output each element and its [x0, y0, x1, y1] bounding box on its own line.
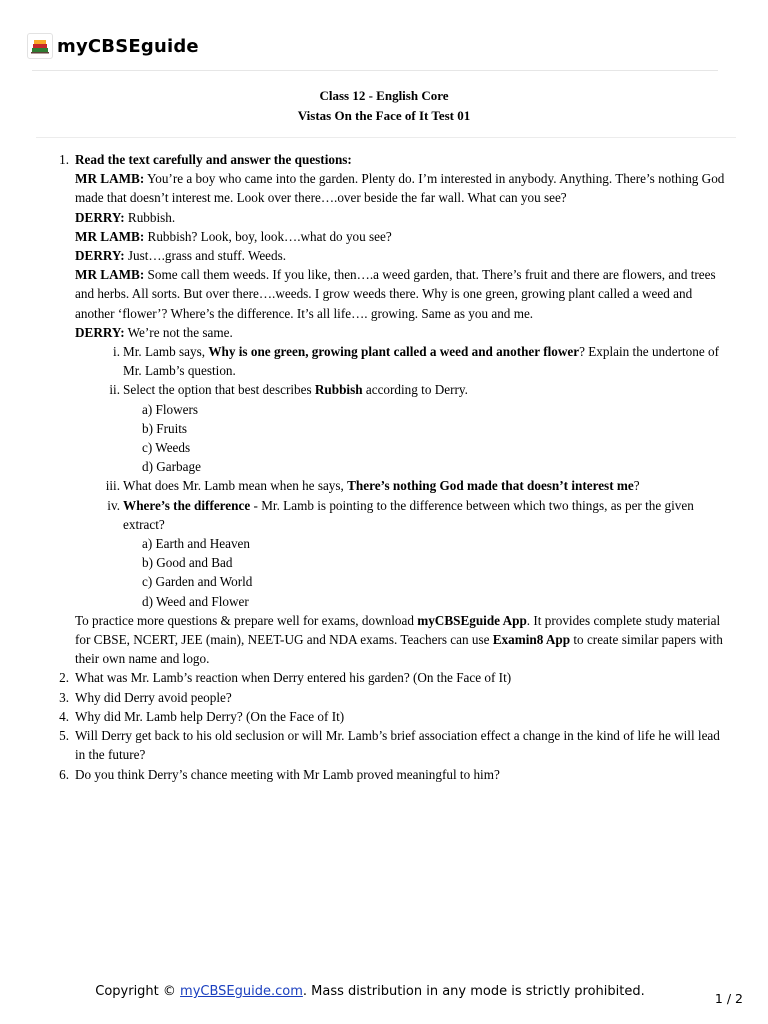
question-6: 6. Do you think Derry’s chance meeting with Mr Lamb proved meaningful to him? — [59, 766, 500, 782]
dialogue-line: MR LAMB: Some call them weeds. If you like, then….a weed garden, that. There’s fruit and there are flowers, and trees and herbs. All sorts. But over there….weeds. I grow weeds there. Why is one green, growing plant called a weed and another ‘flower’? Where’s the difference. It’s all life…. growing. Same as you and me. — [75, 267, 716, 321]
question-list — [59, 150, 725, 784]
option-item: d) Garbage — [142, 459, 201, 475]
question-3: 3. Why did Derry avoid people? — [59, 689, 232, 705]
promo-text: To practice more questions & prepare well for exams, download myCBSEguide App. It provides complete study material for CBSE, NCERT, JEE (main), NEET-UG and NDA exams. Teachers can use Examin8 App to create similar papers with their own name and logo. — [75, 612, 723, 667]
option-item: b) Fruits — [142, 420, 188, 436]
sub-question-ii: ii. Select the option that best describes Rubbish according to Derry. — [109, 382, 468, 398]
title-class: Class 12 - English Core — [319, 88, 449, 103]
question-number: 1. — [59, 152, 69, 167]
dialogue-line: DERRY: Rubbish. — [75, 209, 176, 225]
title-test: Vistas On the Face of It Test 01 — [297, 107, 471, 123]
question-5: 5. Will Derry get back to his old seclusion or will Mr. Lamb’s brief association effect a change in the kind of life he will lead in the future? — [59, 728, 720, 763]
test-title — [0, 86, 768, 125]
site-link[interactable]: myCBSEguide.com — [180, 984, 303, 999]
dialogue-line: DERRY: Just….grass and stuff. Weeds. — [75, 248, 287, 264]
copyright-footer: Copyright © myCBSEguide.com. Mass distribution in any mode is strictly prohibited. — [95, 984, 645, 999]
site-header — [27, 33, 199, 59]
option-item: b) Good and Bad — [142, 555, 233, 571]
dialogue-line: MR LAMB: You’re a boy who came into the garden. Plenty do. I’m interested in anybody. Anything. There’s nothing God made that doesn’t interest me. Look over there….over beside the far wall. What can you see? — [75, 171, 725, 206]
option-item: c) Garden and World — [142, 574, 253, 590]
sub-question-iii: iii. What does Mr. Lamb mean when he says, There’s nothing God made that doesn’t interest me? — [105, 478, 640, 494]
question-4: 4. Why did Mr. Lamb help Derry? (On the Face of It) — [59, 708, 345, 724]
page-number: 1 / 2 — [714, 991, 743, 1006]
option-item: d) Weed and Flower — [142, 593, 249, 609]
option-item: c) Weeds — [142, 440, 191, 456]
question-1 — [59, 150, 725, 668]
question-2: 2. What was Mr. Lamb’s reaction when Derry entered his garden? (On the Face of It) — [59, 670, 512, 686]
dialogue-line: MR LAMB: Rubbish? Look, boy, look….what do you see? — [75, 228, 392, 244]
header-divider — [32, 70, 718, 71]
brand-name: myCBSEguide — [57, 35, 199, 57]
option-item: a) Earth and Heaven — [142, 536, 251, 552]
title-divider — [36, 137, 736, 138]
book-stack-icon — [27, 33, 53, 59]
dialogue-line: DERRY: We’re not the same. — [75, 324, 233, 340]
option-item: a) Flowers — [142, 401, 199, 417]
sub-question-iv: iv. Where’s the difference - Mr. Lamb is pointing to the difference between which two things, as per the given extract? — [107, 497, 694, 532]
sub-question-i: i. Mr. Lamb says, Why is one green, growing plant called a weed and another flower? Explain the undertone of Mr. Lamb’s question. — [113, 344, 719, 379]
question-heading: Read the text carefully and answer the questions: — [75, 152, 352, 167]
